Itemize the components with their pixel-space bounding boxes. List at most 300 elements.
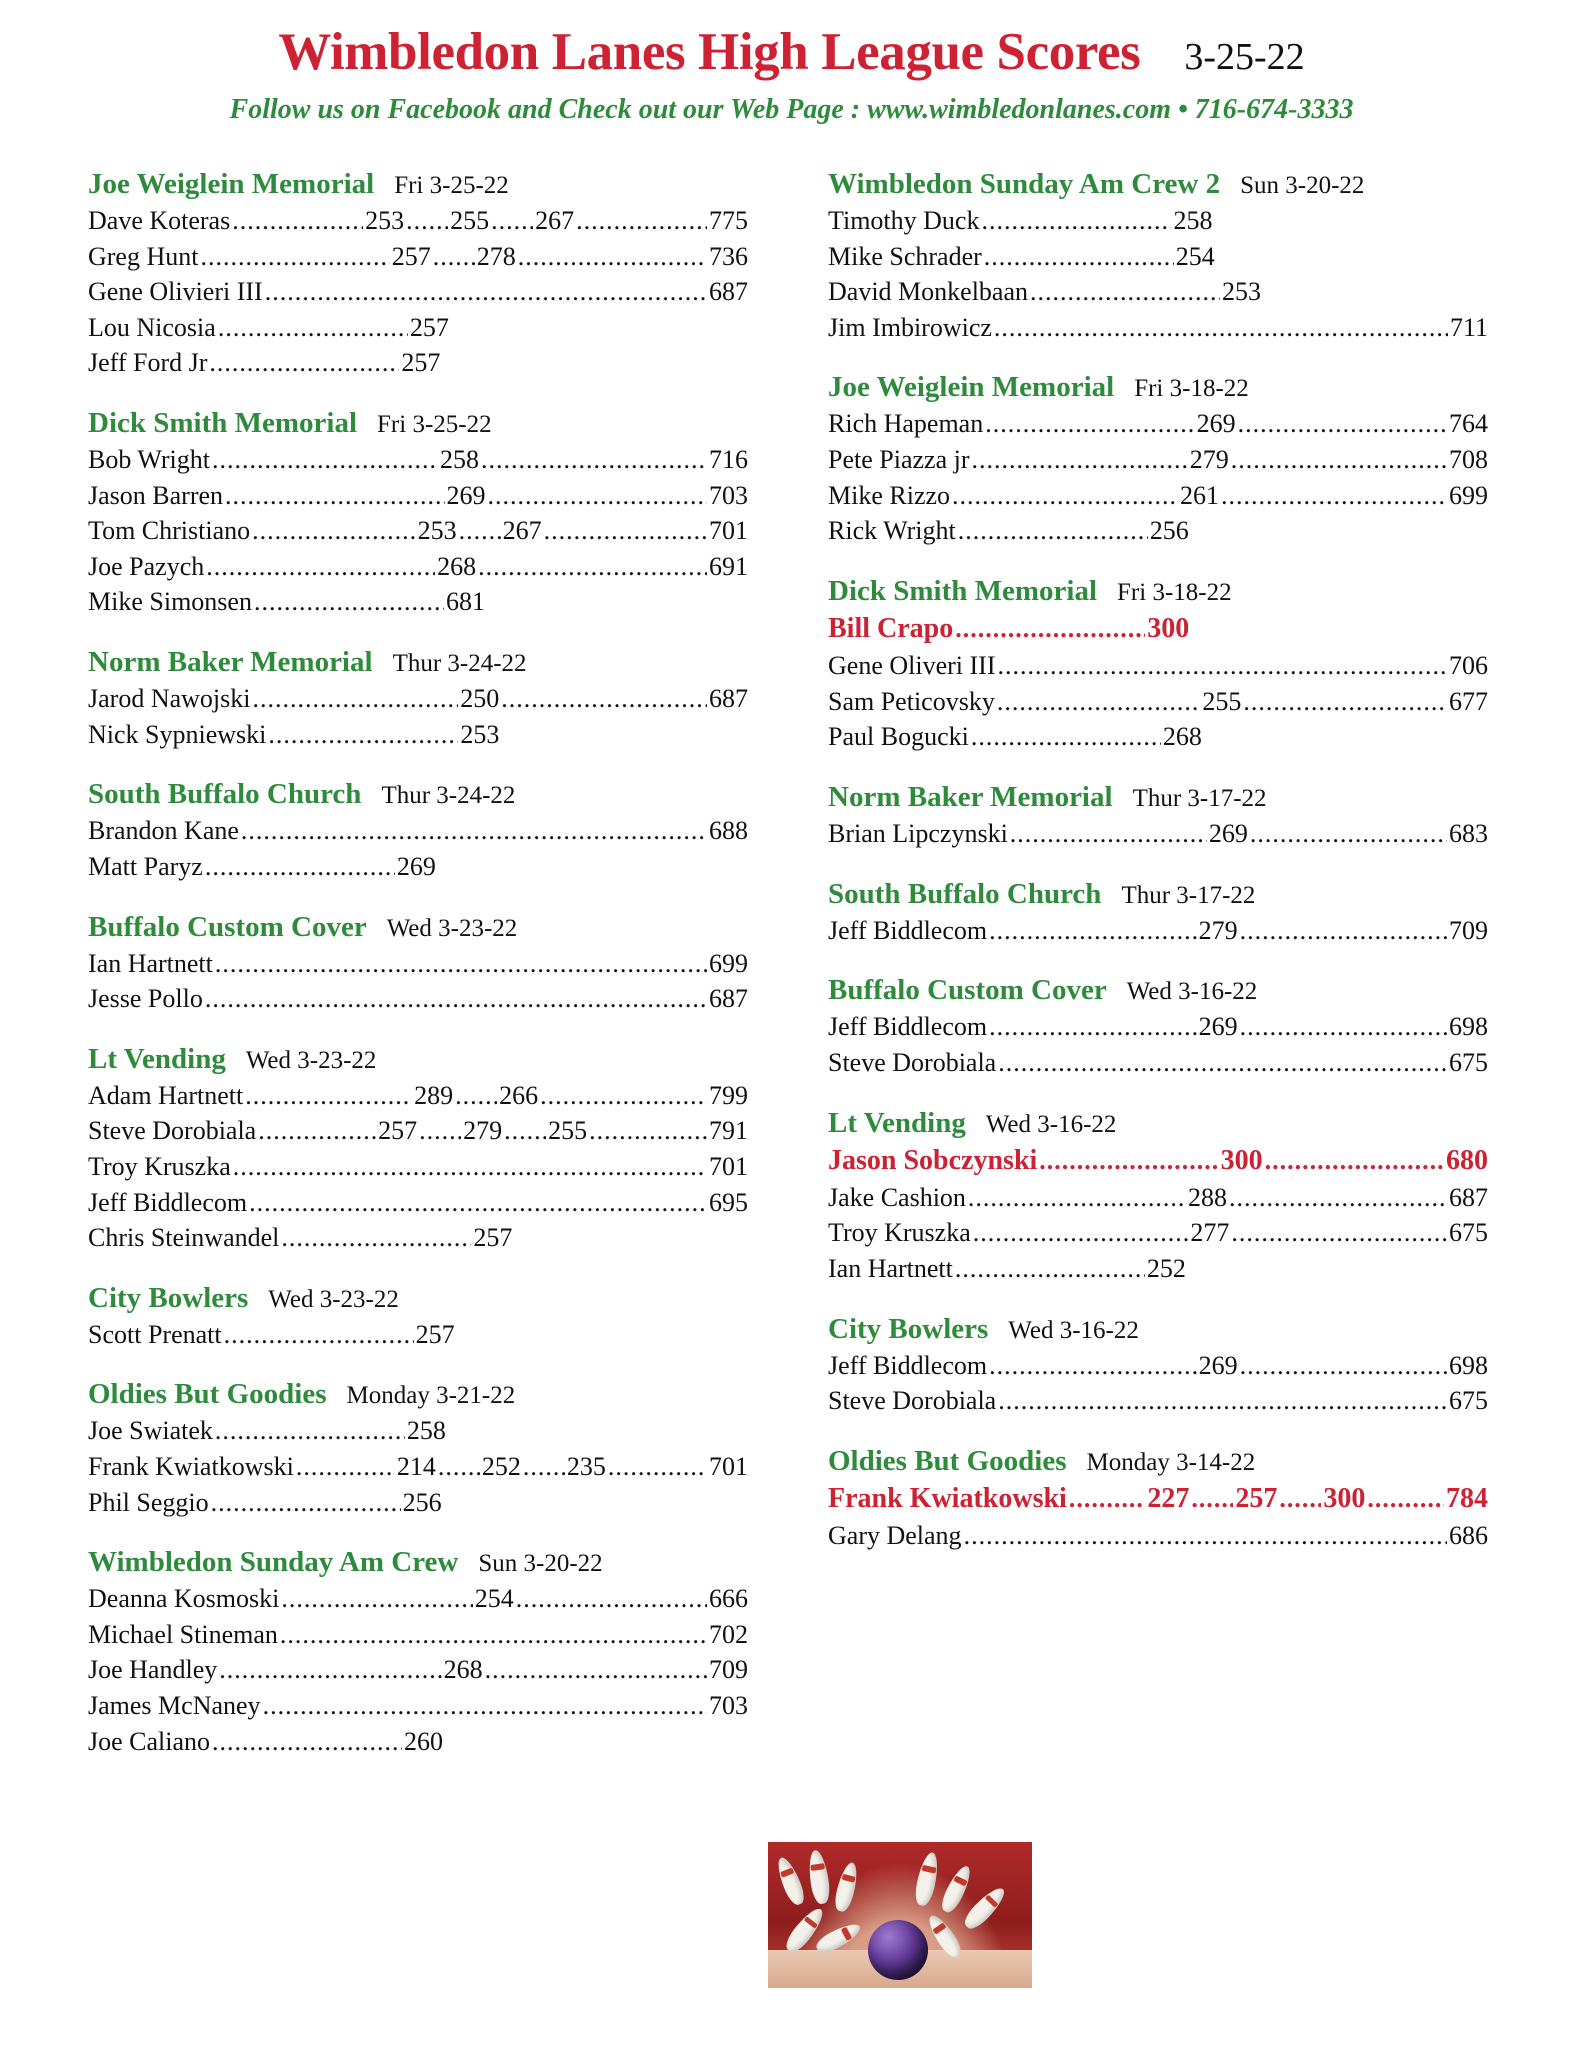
score-row	[828, 274, 1488, 310]
bowler-name: Steve Dorobiala	[828, 1047, 997, 1077]
score-row	[88, 549, 748, 585]
dot-leader	[218, 310, 408, 346]
bowler-name: Jarod Nawojski	[88, 684, 251, 714]
dot-leader	[1069, 1481, 1146, 1517]
score-row	[828, 1348, 1488, 1384]
series-total: 666	[709, 1584, 749, 1614]
league-name: South Buffalo Church	[88, 778, 362, 811]
league-date: Thur 3-17-22	[1121, 881, 1256, 909]
bowler-name: Pete Piazza jr	[828, 445, 970, 475]
game-score: 268	[1162, 722, 1202, 752]
league-name: Buffalo Custom Cover	[88, 910, 367, 943]
bowling-pin-icon	[913, 1851, 942, 1908]
league-section	[828, 1313, 1488, 1419]
bowler-name: Michael Stineman	[88, 1619, 278, 1649]
score-row	[88, 1724, 748, 1760]
series-total: 701	[708, 1452, 748, 1482]
dot-leader	[241, 813, 707, 849]
dot-leader	[981, 203, 1171, 239]
dot-leader	[212, 442, 438, 478]
league-section	[88, 1546, 748, 1759]
dot-leader	[589, 1113, 707, 1149]
bowler-name: Scott Prenatt	[88, 1319, 222, 1349]
league-name: Buffalo Custom Cover	[828, 974, 1107, 1007]
bowler-name: Adam Hartnett	[88, 1080, 244, 1110]
dot-leader	[215, 946, 707, 982]
dot-leader	[1030, 274, 1220, 310]
league-date: Fri 3-25-22	[394, 172, 509, 199]
dot-leader	[212, 1724, 402, 1760]
score-row	[88, 1581, 748, 1617]
league-name: Joe Weiglein Memorial	[88, 168, 375, 200]
series-total: 687	[1449, 1182, 1489, 1212]
game-score: 268	[437, 551, 477, 581]
league-header	[88, 168, 748, 201]
dot-leader	[958, 513, 1148, 549]
league-section	[88, 168, 748, 381]
series-total: 695	[709, 1187, 748, 1217]
series-total: 675	[1448, 1218, 1488, 1248]
league-date: Thur 3-24-22	[381, 782, 516, 810]
game-score: 269	[446, 480, 486, 510]
score-row	[88, 1185, 748, 1221]
bowler-name: Ian Hartnett	[88, 948, 213, 978]
game-score: 269	[1198, 1350, 1238, 1380]
game-score: 288	[1187, 1182, 1227, 1212]
series-total: 680	[1446, 1144, 1489, 1176]
dot-leader	[989, 913, 1196, 949]
game-score: 257	[415, 1319, 455, 1349]
series-total: 701	[709, 516, 748, 546]
dot-leader	[964, 1518, 1447, 1554]
league-header	[828, 878, 1488, 911]
dot-leader	[1221, 478, 1447, 514]
league-header	[88, 1282, 748, 1315]
dot-leader	[245, 1078, 412, 1114]
bowling-pin-icon	[806, 1849, 831, 1905]
dot-leader	[209, 345, 399, 381]
dot-leader	[1231, 442, 1447, 478]
game-score: 279	[463, 1116, 503, 1146]
bowler-name: Jesse Pollo	[88, 984, 203, 1014]
score-row	[828, 1251, 1488, 1287]
bowler-name: Gary Delang	[828, 1521, 962, 1551]
league-section	[828, 1445, 1488, 1554]
league-header	[828, 781, 1488, 814]
dot-leader	[952, 478, 1178, 514]
bowler-name: Sam Peticovsky	[828, 686, 995, 716]
bowler-name: Joe Handley	[88, 1655, 218, 1685]
score-row	[828, 1142, 1488, 1180]
score-row	[88, 1317, 748, 1353]
league-header	[88, 778, 748, 811]
dot-leader	[985, 406, 1194, 442]
game-score: 267	[535, 206, 575, 235]
title-row	[0, 22, 1583, 82]
game-score: 227	[1147, 1482, 1190, 1514]
bowler-name: Jeff Biddlecom	[828, 1350, 988, 1380]
league-date: Wed 3-16-22	[985, 1110, 1117, 1138]
game-score: 300	[1323, 1482, 1366, 1514]
dot-leader	[488, 478, 707, 514]
bowler-name: Frank Kwiatkowski	[828, 1482, 1067, 1514]
league-date: Thur 3-24-22	[392, 650, 527, 678]
dot-leader	[1240, 913, 1447, 949]
league-header	[828, 1107, 1488, 1140]
score-row	[88, 478, 748, 514]
series-total: 687	[709, 277, 748, 307]
game-score: 257	[391, 241, 431, 271]
score-row	[828, 203, 1488, 239]
game-score: 279	[1189, 445, 1229, 475]
league-header	[828, 1313, 1488, 1346]
dot-leader	[438, 1449, 480, 1485]
dot-leader	[219, 1652, 441, 1688]
game-score: 289	[414, 1080, 454, 1110]
league-name: Dick Smith Memorial	[828, 574, 1098, 607]
dot-leader	[1243, 684, 1447, 720]
game-score: 269	[396, 851, 436, 881]
dot-leader	[296, 1449, 395, 1485]
score-row	[88, 1485, 748, 1521]
league-date: Sun 3-20-22	[1240, 172, 1365, 199]
dot-leader	[478, 549, 707, 585]
series-total: 703	[708, 480, 748, 510]
series-total: 687	[709, 984, 748, 1014]
score-row	[88, 849, 748, 885]
league-header	[828, 974, 1488, 1007]
league-date: Monday 3-21-22	[346, 1382, 516, 1410]
league-name: Wimbledon Sunday Am Crew 2	[828, 168, 1221, 200]
game-score: 255	[450, 206, 490, 235]
series-total: 764	[1449, 409, 1489, 439]
score-row	[828, 719, 1488, 755]
score-row	[828, 1480, 1488, 1518]
series-total: 686	[1449, 1521, 1488, 1551]
dot-leader	[281, 1220, 471, 1256]
score-row	[828, 648, 1488, 684]
bowling-pin-icon	[773, 1855, 807, 1908]
dot-leader	[501, 681, 707, 717]
score-row	[88, 239, 748, 275]
dot-leader	[1240, 1009, 1447, 1045]
dot-leader	[998, 1045, 1447, 1081]
game-score: 254	[1175, 241, 1215, 271]
league-section	[88, 778, 748, 884]
game-score: 266	[499, 1080, 539, 1110]
bowler-name: Timothy Duck	[828, 206, 980, 235]
game-score: 300	[1220, 1144, 1263, 1176]
score-row	[88, 1149, 748, 1185]
bowler-name: Jeff Biddlecom	[88, 1187, 248, 1217]
game-score: 258	[1173, 206, 1213, 235]
page-header	[0, 0, 1583, 126]
dot-leader	[968, 1180, 1186, 1216]
dot-leader	[265, 274, 707, 310]
game-score: 214	[396, 1452, 436, 1482]
score-row	[88, 513, 748, 549]
league-section	[88, 911, 748, 1017]
bowler-name: Joe Pazych	[88, 551, 205, 581]
bowler-name: Brandon Kane	[88, 816, 239, 846]
league-date: Wed 3-23-22	[386, 914, 518, 942]
dot-leader	[1238, 406, 1447, 442]
bowler-name: Tom Christiano	[88, 516, 251, 546]
bowler-name: Bill Crapo	[828, 612, 954, 644]
score-row	[828, 1383, 1488, 1419]
league-header	[828, 575, 1488, 608]
bowling-pin-icon	[832, 1861, 861, 1914]
bowler-name: Nick Sypniewski	[88, 719, 267, 749]
dot-leader	[206, 549, 435, 585]
series-total: 708	[1449, 445, 1488, 475]
bowler-name: Mike Schrader	[828, 241, 982, 271]
bowling-pins-and-ball-photo	[768, 1842, 1032, 1988]
league-header	[88, 1043, 748, 1076]
score-row	[828, 513, 1488, 549]
right-column	[828, 168, 1488, 1785]
league-date: Wed 3-16-22	[1126, 978, 1258, 1006]
score-row	[88, 203, 748, 239]
series-total: 698	[1449, 1350, 1489, 1380]
dot-leader	[544, 513, 707, 549]
bowler-name: Paul Bogucki	[828, 722, 969, 752]
game-score: 257	[1235, 1482, 1278, 1514]
game-score: 260	[404, 1726, 444, 1756]
game-score: 253	[417, 516, 457, 546]
dot-leader	[481, 442, 707, 478]
series-total: 683	[1449, 819, 1489, 849]
dot-leader	[523, 1449, 565, 1485]
game-score: 269	[1198, 1012, 1238, 1042]
issue-date: 3-25-22	[1184, 36, 1305, 78]
bowling-pin-icon	[960, 1883, 1009, 1933]
league-date: Wed 3-16-22	[1008, 1316, 1139, 1344]
league-section	[828, 878, 1488, 949]
score-row	[88, 584, 748, 620]
league-header	[88, 1378, 748, 1411]
league-date: Wed 3-23-22	[268, 1285, 399, 1313]
league-section	[828, 781, 1488, 852]
game-score: 257	[378, 1116, 418, 1146]
score-row	[88, 1449, 748, 1485]
league-date: Fri 3-25-22	[377, 411, 492, 439]
score-row	[88, 1688, 748, 1724]
dot-leader	[516, 1581, 707, 1617]
dot-leader	[233, 1149, 707, 1185]
dot-leader	[576, 203, 707, 239]
dot-leader	[225, 478, 444, 514]
score-row	[828, 1045, 1488, 1081]
bowler-name: Rich Hapeman	[828, 409, 984, 439]
score-row	[828, 684, 1488, 720]
bowling-ball-icon	[868, 1920, 928, 1980]
game-score: 253	[1222, 277, 1262, 307]
series-total: 775	[709, 206, 748, 235]
league-section	[88, 407, 748, 620]
dot-leader	[491, 203, 533, 239]
bowler-name: Brian Lipczynski	[828, 819, 1008, 849]
game-score: 253	[460, 719, 500, 749]
dot-leader	[200, 239, 389, 275]
league-name: Norm Baker Memorial	[828, 781, 1113, 814]
dot-leader	[268, 717, 458, 753]
league-name: Joe Weiglein Memorial	[828, 371, 1115, 404]
left-column	[88, 168, 748, 1785]
game-score: 255	[548, 1116, 588, 1146]
dot-leader	[211, 1485, 401, 1521]
bowler-name: Frank Kwiatkowski	[88, 1452, 294, 1482]
league-name: Lt Vending	[828, 1106, 966, 1139]
series-total: 709	[1449, 915, 1489, 945]
dot-leader	[215, 1413, 405, 1449]
score-row	[828, 406, 1488, 442]
dot-leader	[984, 239, 1174, 275]
league-date: Sun 3-20-22	[478, 1550, 603, 1578]
league-header	[828, 168, 1488, 201]
score-row	[828, 1518, 1488, 1554]
league-date: Fri 3-18-22	[1117, 578, 1232, 606]
bowler-name: Joe Caliano	[88, 1726, 211, 1756]
dot-leader	[997, 648, 1447, 684]
league-section	[828, 1107, 1488, 1287]
score-row	[88, 1113, 748, 1149]
bowler-name: Rick Wright	[828, 516, 956, 546]
series-total: 799	[709, 1080, 749, 1110]
dot-leader	[263, 1688, 707, 1724]
score-row	[88, 981, 748, 1017]
game-score: 252	[1146, 1254, 1186, 1284]
game-score: 257	[473, 1223, 513, 1253]
bowler-name: Phil Seggio	[88, 1487, 209, 1517]
series-total: 688	[709, 816, 748, 846]
game-score: 279	[1198, 915, 1238, 945]
league-section	[88, 1378, 748, 1520]
game-score: 252	[481, 1452, 521, 1482]
bowler-name: Gene Oliveri III	[828, 651, 996, 681]
series-total: 709	[709, 1655, 748, 1685]
league-name: City Bowlers	[88, 1281, 249, 1314]
series-total: 703	[709, 1691, 748, 1721]
dot-leader	[1250, 816, 1447, 852]
game-score: 250	[460, 684, 500, 714]
league-name: Oldies But Goodies	[88, 1378, 327, 1411]
league-name: South Buffalo Church	[828, 877, 1102, 910]
dot-leader	[205, 981, 707, 1017]
dot-leader	[419, 1113, 461, 1149]
dot-leader	[955, 611, 1145, 647]
league-header	[88, 1546, 748, 1579]
score-row	[88, 345, 748, 381]
game-score: 256	[1149, 516, 1189, 546]
dot-leader	[249, 1185, 707, 1221]
league-header	[88, 646, 748, 679]
dot-leader	[989, 1348, 1196, 1384]
game-score: 267	[502, 516, 542, 546]
series-total: 698	[1449, 1012, 1489, 1042]
league-date: Wed 3-23-22	[245, 1046, 377, 1074]
bowler-name: Dave Koteras	[88, 206, 231, 235]
bowler-name: Jeff Ford Jr	[88, 348, 208, 378]
league-section	[88, 1043, 748, 1256]
dot-leader	[252, 513, 415, 549]
game-score: 254	[474, 1584, 514, 1614]
game-score: 269	[1196, 409, 1236, 439]
dot-leader	[1010, 816, 1207, 852]
dot-leader	[281, 1581, 472, 1617]
series-total: 784	[1445, 1482, 1488, 1514]
score-row	[88, 1220, 748, 1256]
bowler-name: Greg Hunt	[88, 241, 199, 271]
league-date: Thur 3-17-22	[1132, 785, 1267, 813]
dot-leader	[232, 203, 363, 239]
league-name: Norm Baker Memorial	[88, 646, 373, 679]
score-row	[828, 478, 1488, 514]
bowler-name: Jeff Biddlecom	[828, 1012, 988, 1042]
bowler-name: Jake Cashion	[828, 1182, 966, 1212]
game-score: 681	[445, 587, 485, 617]
score-row	[828, 610, 1488, 648]
dot-leader	[459, 513, 501, 549]
league-section	[88, 646, 748, 752]
game-score: 278	[476, 241, 516, 271]
game-score: 255	[1202, 686, 1242, 716]
subtitle-contact-line: Follow us on Facebook and Check out our Web Page : www.wimbledonlanes.com • 716-674-3333	[229, 94, 1354, 125]
dot-leader	[971, 719, 1161, 755]
dot-leader	[254, 584, 444, 620]
bowler-name: Lou Nicosia	[88, 312, 216, 342]
dot-leader	[998, 1383, 1447, 1419]
dot-leader	[504, 1113, 546, 1149]
league-header	[88, 407, 748, 440]
dot-leader	[518, 239, 707, 275]
series-total: 699	[1449, 480, 1488, 510]
game-score: 300	[1147, 612, 1190, 644]
score-row	[88, 274, 748, 310]
dot-leader	[997, 684, 1201, 720]
bowler-name: Jason Barren	[88, 480, 224, 510]
page-title: Wimbledon Lanes High League Scores	[278, 23, 1141, 81]
score-row	[828, 913, 1488, 949]
dot-leader	[973, 1215, 1189, 1251]
bowling-pin-icon	[938, 1863, 975, 1915]
series-total: 675	[1449, 1047, 1488, 1077]
score-row	[88, 681, 748, 717]
league-name: City Bowlers	[828, 1312, 989, 1345]
dot-leader	[224, 1317, 414, 1353]
score-row	[88, 813, 748, 849]
bowler-name: Chris Steinwandel	[88, 1223, 280, 1253]
league-section	[828, 575, 1488, 755]
bowler-name: Troy Kruszka	[88, 1151, 231, 1181]
league-header	[88, 911, 748, 944]
dot-leader	[433, 239, 475, 275]
score-row	[88, 1078, 748, 1114]
dot-leader	[1039, 1143, 1218, 1179]
score-row	[828, 1180, 1488, 1216]
bowler-name: Steve Dorobiala	[828, 1386, 997, 1416]
score-row	[88, 946, 748, 982]
bowler-name: Gene Olivieri III	[88, 277, 263, 307]
score-row	[828, 310, 1488, 346]
series-total: 699	[709, 948, 748, 978]
game-score: 257	[409, 312, 449, 342]
series-total: 691	[709, 551, 748, 581]
bowler-name: Jim Imbirowicz	[828, 312, 992, 342]
bowler-name: Matt Paryz	[88, 851, 203, 881]
series-total: 702	[709, 1619, 748, 1649]
game-score: 277	[1190, 1218, 1230, 1248]
